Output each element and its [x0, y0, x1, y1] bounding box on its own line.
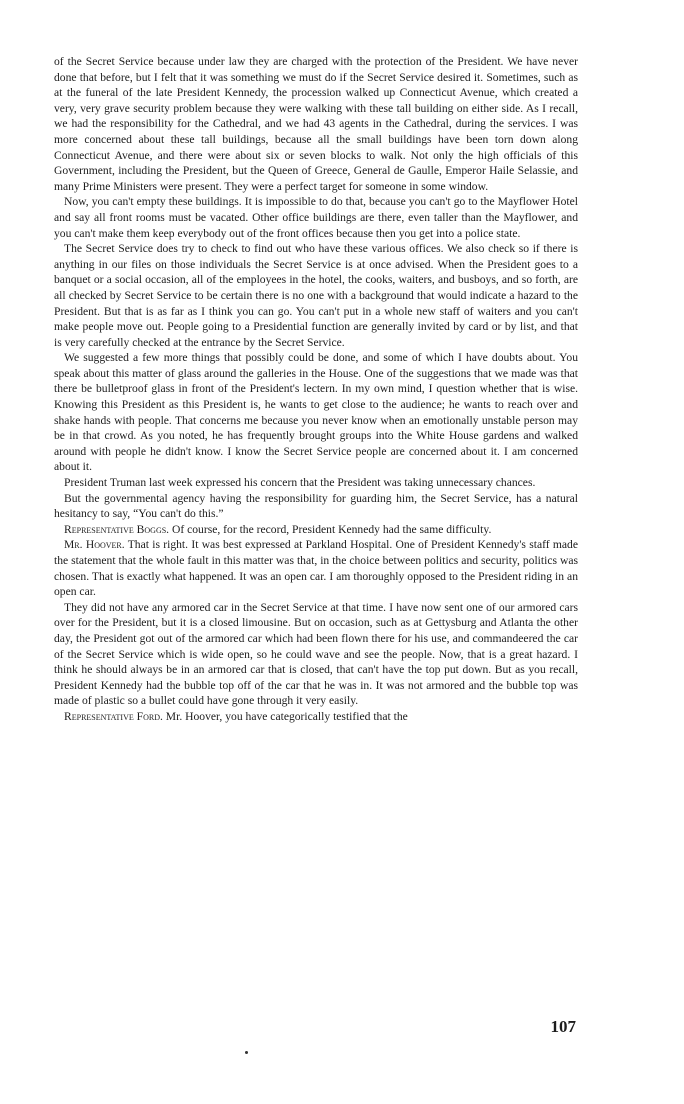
print-speck: [245, 1051, 248, 1054]
document-body: [54, 54, 578, 725]
paragraph-text: Mr. Hoover, you have categorically testified that the: [162, 709, 408, 723]
paragraph-1: of the Secret Service because under law they are charged with the protection of the President. We have never done that before, but I felt that it was something we must do if the Secret Service desired it. Sometimes, such as at the funeral of the late President Kennedy, the procession walked up Connecticut Avenue, which created a very, very grave security problem because they were walking with these tall building on either side. As I recall, we had the responsibility for the Cathedral, and we had 43 agents in the Cathedral, during the services. I was more concerned about these tall buildings, because all the small buildings have been torn down along Connecticut Avenue, and there were about six or seven blocks to walk. Not only the high officials of this Government, including the President, but the Queen of Greece, General de Gaulle, Emperor Haile Selassie, and many Prime Ministers were present. They were a perfect target for someone in some window.: [54, 55, 578, 193]
paragraph-2: Now, you can't empty these buildings. It is impossible to do that, because you can't go to the Mayflower Hotel and say all front rooms must be vacated. Other office buildings are there, even taller than the Mayflower, and you can't make them keep everybody out of the front offices because then you get into a police state.: [54, 195, 578, 240]
speaker-name: Representative Ford.: [64, 709, 163, 723]
speaker-name: Mr. Hoover.: [64, 538, 125, 552]
paragraph-3: The Secret Service does try to check to find out who have these various offices. We also check so if there is anything in our files on those individuals the Secret Service is at once advised. When the President goes to a banquet or a social occasion, all of the employees in the hotel, the cooks, waiters, and busboys, and so forth, are all checked by Secret Service to be certain there is no one with a background that would indicate a hazard to the President. But that is as far as I think you can go. You can't put in a whole new staff of waiters and you can't make people move out. People going to a Presidential function are generally invited by card or by list, and that is very carefully checked at the entrance by the Secret Service.: [54, 242, 578, 349]
paragraph-5: President Truman last week expressed his concern that the President was taking unnecessary chances.: [64, 476, 536, 490]
paragraph-text: That is right. It was best expressed at Parkland Hospital. One of President Kennedy's staff made the statement that the whole fault in this matter was that, in the choice between politics and security, politics was chosen. That is exactly what happened. It was an open car. I am thoroughly opposed to the President riding in an open car.: [54, 538, 578, 599]
paragraph-10: [54, 709, 578, 725]
paragraph-text: Of course, for the record, President Kennedy had the same difficulty.: [169, 522, 492, 536]
paragraph-6: But the governmental agency having the responsibility for guarding him, the Secret Service, has a natural hesitancy to say, “You can't do this.”: [54, 491, 578, 521]
paragraph-8: [54, 537, 578, 599]
paragraph-9: They did not have any armored car in the Secret Service at that time. I have now sent one of our armored cars over for the President, but it is a closed limousine. But on occasion, such as at Gettysburg and Atlanta the other day, the President got out of the armored car which had been flown there for his use, and commandeered the car of the Secret Service which is wide open, so he could wave and see the people. Now, that is a great hazard. I think he should always be in an armored car that is closed, that can't have the top put down. But as you recall, President Kennedy had the bubble top off of the car that he was in. It was not armored and the bubble top was made of plastic so a bullet could have gone through it very easily.: [54, 600, 578, 708]
paragraph-7: [54, 522, 578, 538]
paragraph-4: We suggested a few more things that possibly could be done, and some of which I have doubts about. You speak about this matter of glass around the galleries in the House. One of the suggestions that we made was that there be bulletproof glass in front of the President's lectern. In my own mind, I question whether that is wise. Knowing this President as this President is, he wants to get close to the audience; he wants to reach over and shake hands with people. That concerns me because you never know when an emotionally unstable person may be in that crowd. As you noted, he has frequently brought groups into the White House gardens and walked around with people he didn't know. I know the Secret Service people are concerned about it. I am concerned about it.: [54, 351, 578, 474]
speaker-name: Representative Boggs.: [64, 522, 170, 536]
page-number: 107: [550, 1017, 576, 1036]
